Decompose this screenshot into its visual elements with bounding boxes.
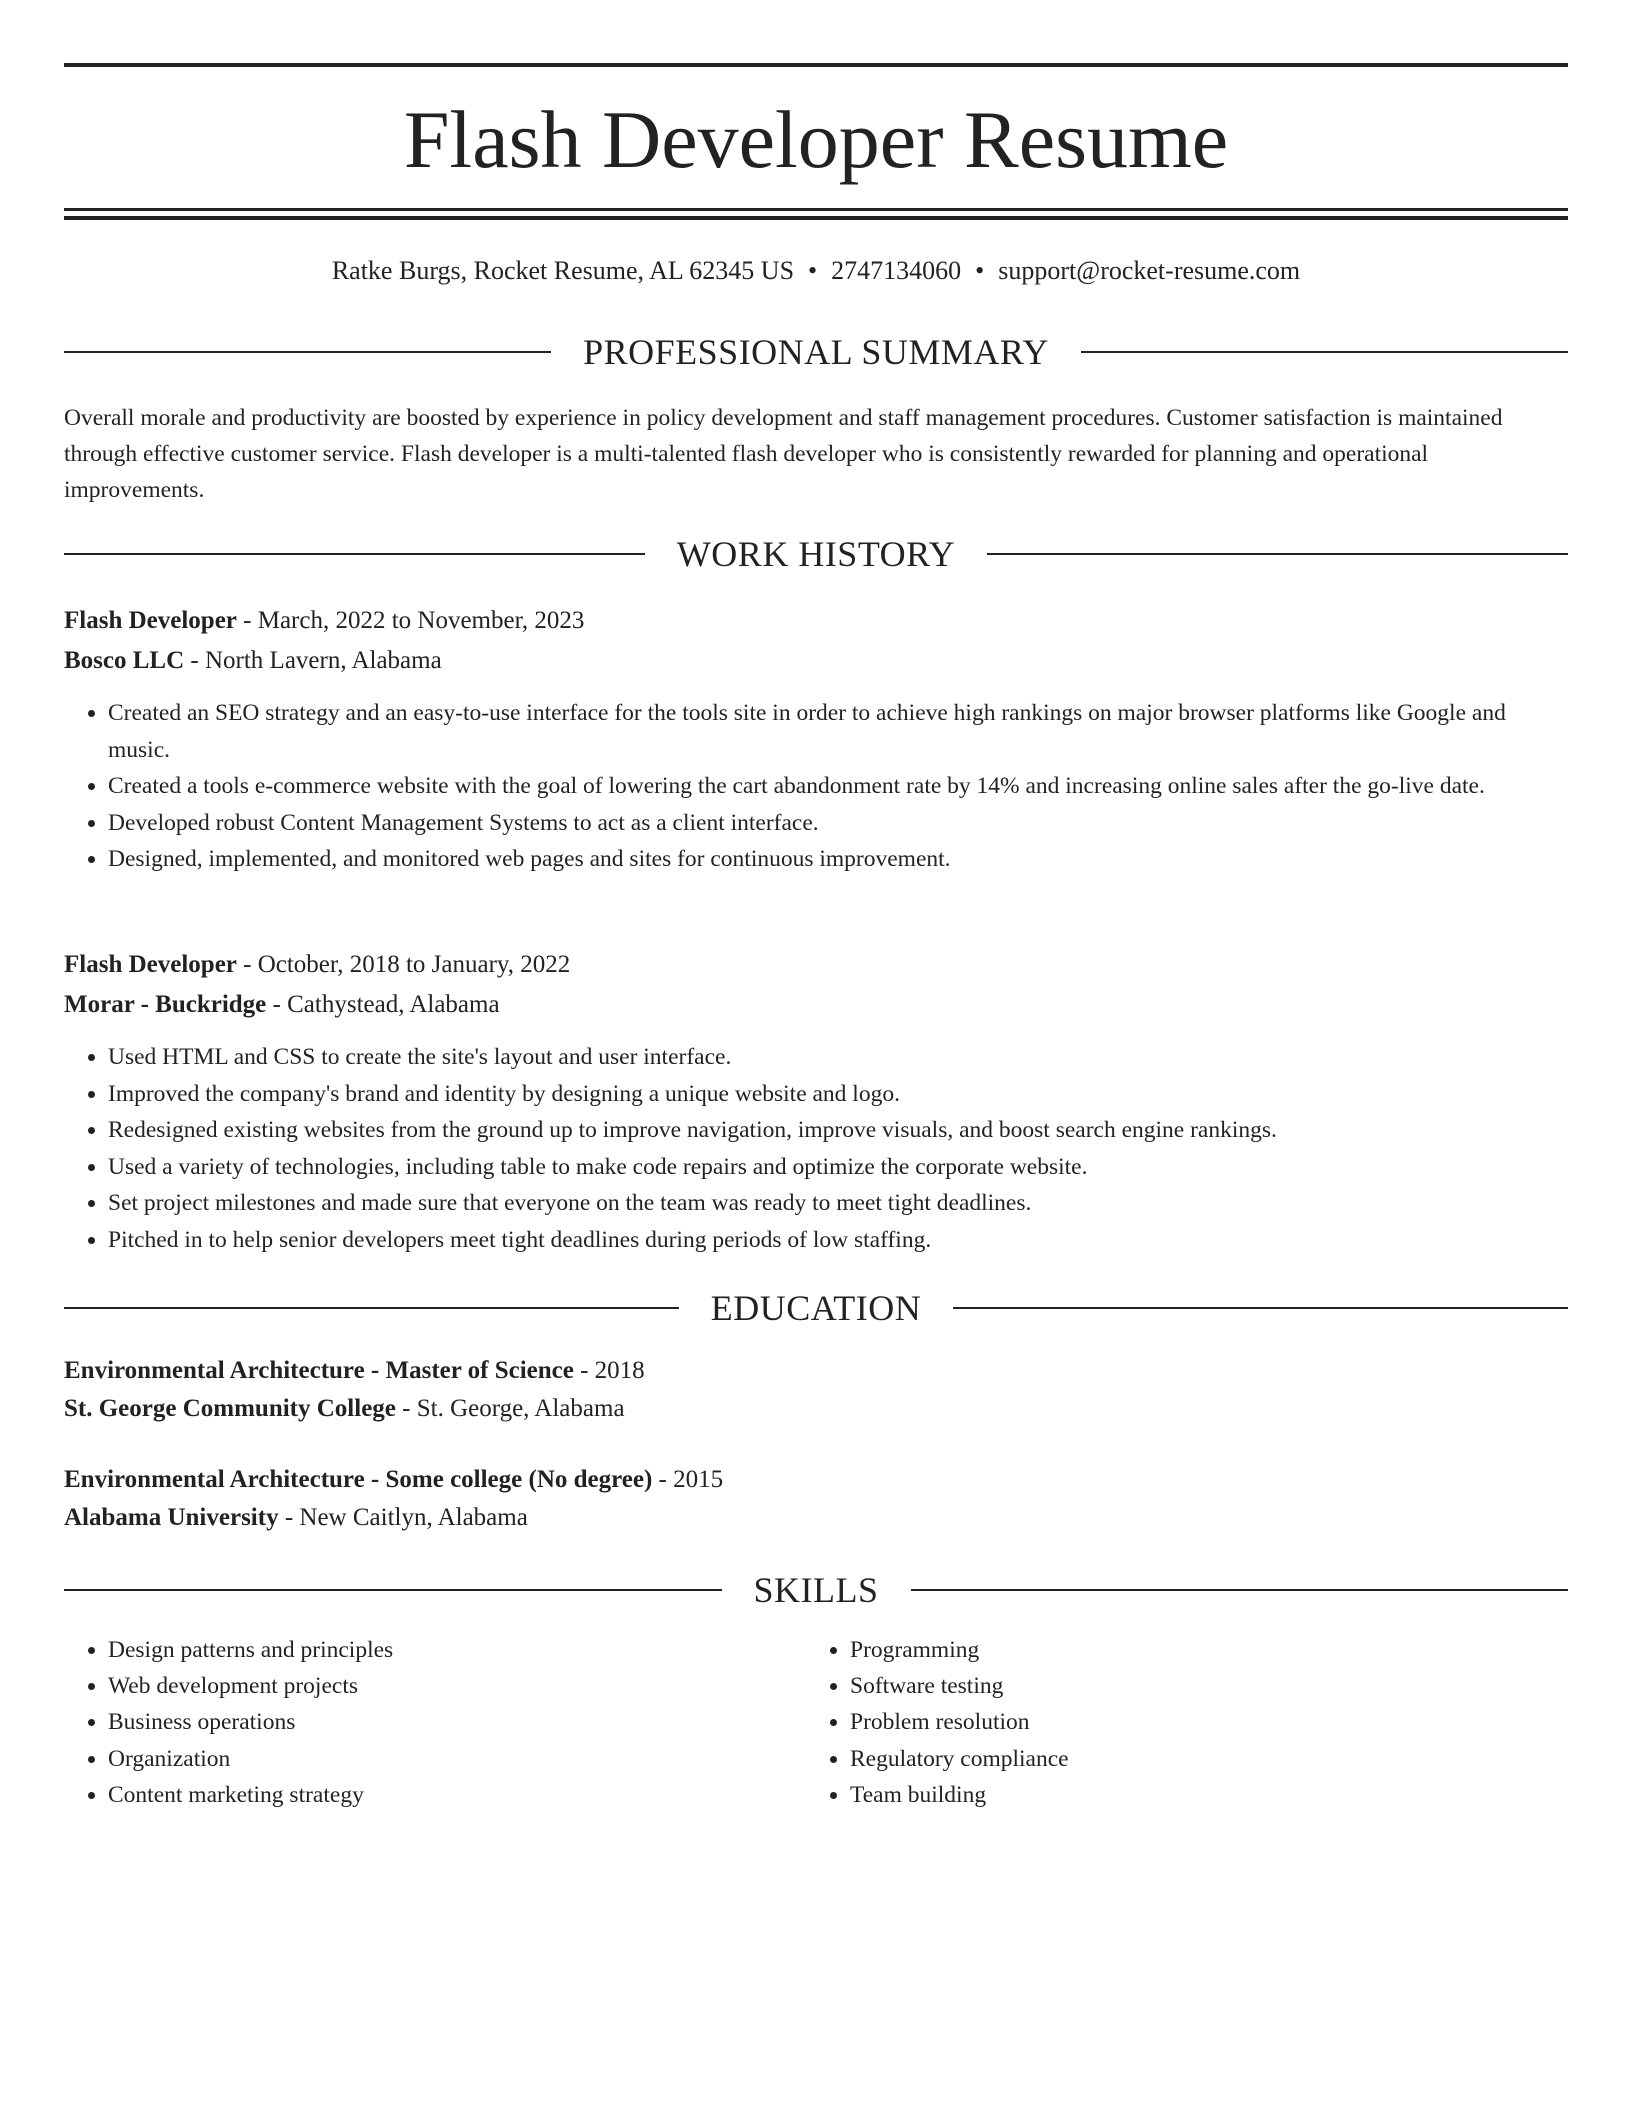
heading-rule xyxy=(911,1589,1569,1591)
job-title-line xyxy=(64,948,1568,982)
section-title: PROFESSIONAL SUMMARY xyxy=(583,332,1049,372)
contact-address: Ratke Burgs, Rocket Resume, AL 62345 US xyxy=(331,256,795,285)
skill-item: • Regulatory compliance xyxy=(850,1741,1540,1777)
job-dates: - March, 2022 to November, 2023 xyxy=(236,607,585,634)
title-rule-upper xyxy=(64,208,1568,211)
contact-phone: 2747134060 xyxy=(831,256,962,285)
job-title: Flash Developer xyxy=(64,951,237,978)
education-year: - 2018 xyxy=(573,1357,645,1384)
education-school: Alabama University xyxy=(64,1504,279,1531)
list-item: • Improved the company's brand and identity by designing a unique website and logo. xyxy=(108,1076,1568,1113)
heading-rule xyxy=(64,351,551,353)
job-dates: - October, 2018 to January, 2022 xyxy=(236,951,571,978)
heading-rule xyxy=(64,1307,679,1309)
skill-item: • Team building xyxy=(850,1777,1540,1813)
skill-item: • Business operations xyxy=(108,1704,798,1740)
skills-list-right xyxy=(806,1632,1540,1813)
skill-item: • Organization xyxy=(108,1741,798,1777)
job-company: Bosco LLC xyxy=(64,647,185,674)
section-title: SKILLS xyxy=(753,1570,879,1610)
list-item: • Created an SEO strategy and an easy-to-use interface for the tools site in order to achieve high rankings on major browser platforms like Google and music. xyxy=(108,695,1568,768)
list-item: • Redesigned existing websites from the ground up to improve navigation, improve visuals, and boost search engine rankings. xyxy=(108,1112,1568,1149)
section-title: WORK HISTORY xyxy=(676,534,956,574)
job-bullets xyxy=(64,695,1568,878)
list-item: • Developed robust Content Management Systems to act as a client interface. xyxy=(108,805,1568,842)
contact-separator: • xyxy=(975,256,985,285)
skill-item: • Web development projects xyxy=(108,1668,798,1704)
list-item: • Designed, implemented, and monitored web pages and sites for continuous improvement. xyxy=(108,841,1568,878)
heading-rule xyxy=(64,1589,722,1591)
section-title: EDUCATION xyxy=(710,1288,922,1328)
skill-item: • Software testing xyxy=(850,1668,1540,1704)
job-title-line xyxy=(64,604,1568,638)
heading-rule xyxy=(987,553,1568,555)
contact-line xyxy=(64,254,1568,288)
section-heading-skills xyxy=(64,1570,1568,1610)
list-item: • Set project milestones and made sure that everyone on the team was ready to meet tight deadlines. xyxy=(108,1185,1568,1222)
education-degree: Environmental Architecture - Master of Science xyxy=(64,1357,574,1384)
skill-item: • Problem resolution xyxy=(850,1704,1540,1740)
heading-rule xyxy=(953,1307,1568,1309)
heading-rule xyxy=(1081,351,1568,353)
skill-item: • Content marketing strategy xyxy=(108,1777,798,1813)
job-company-line xyxy=(64,988,1568,1022)
top-rule xyxy=(64,63,1568,67)
job-company-line xyxy=(64,644,1568,678)
education-school-line xyxy=(64,1501,1568,1535)
job-location: - Cathystead, Alabama xyxy=(266,991,500,1018)
section-heading-education xyxy=(64,1288,1568,1328)
skill-item: • Design patterns and principles xyxy=(108,1632,798,1668)
heading-rule xyxy=(64,553,645,555)
skill-item: • Programming xyxy=(850,1632,1540,1668)
title-rule-lower xyxy=(64,216,1568,220)
skills-list-left xyxy=(64,1632,798,1813)
education-year: - 2015 xyxy=(652,1466,724,1493)
list-item: • Created a tools e-commerce website with the goal of lowering the cart abandonment rate by 14% and increasing online sales after the go-live date. xyxy=(108,768,1568,805)
summary-text: Overall morale and productivity are boosted by experience in policy development and staff management procedures. Customer satisfaction is maintained through effective customer service. Flash developer is a multi-talented flash developer who is consistently rewarded for planning and operational improvements. xyxy=(64,405,1503,503)
section-heading-summary xyxy=(64,332,1568,372)
list-item: • Pitched in to help senior developers meet tight deadlines during periods of low staffing. xyxy=(108,1222,1568,1259)
page-title: Flash Developer Resume xyxy=(403,94,1229,185)
section-heading-work xyxy=(64,534,1568,574)
education-school-line xyxy=(64,1392,1568,1426)
education-degree-line xyxy=(64,1463,1568,1497)
education-degree: Environmental Architecture - Some college (No degree) xyxy=(64,1466,653,1493)
contact-email: support@rocket-resume.com xyxy=(998,256,1301,285)
job-location: - North Lavern, Alabama xyxy=(184,647,442,674)
job-bullets xyxy=(64,1039,1568,1258)
education-degree-line xyxy=(64,1354,1568,1388)
contact-separator: • xyxy=(808,256,818,285)
education-school: St. George Community College xyxy=(64,1395,396,1422)
education-location: - St. George, Alabama xyxy=(395,1395,625,1422)
list-item: • Used a variety of technologies, including table to make code repairs and optimize the corporate website. xyxy=(108,1149,1568,1186)
list-item: • Used HTML and CSS to create the site's layout and user interface. xyxy=(108,1039,1568,1076)
job-company: Morar - Buckridge xyxy=(64,991,267,1018)
job-title: Flash Developer xyxy=(64,607,237,634)
education-location: - New Caitlyn, Alabama xyxy=(278,1504,528,1531)
